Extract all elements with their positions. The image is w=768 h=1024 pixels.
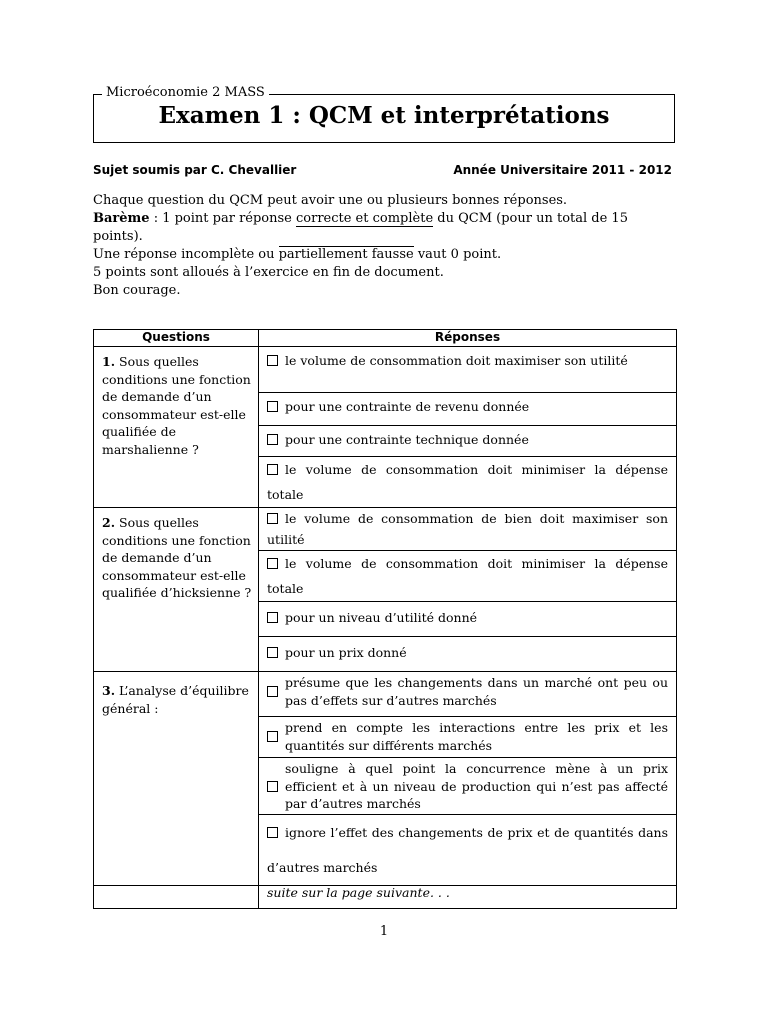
- checkbox[interactable]: [267, 731, 278, 742]
- header-questions: Questions: [94, 330, 259, 347]
- question-3: [94, 672, 259, 886]
- answer-cell: [259, 758, 677, 815]
- checkbox[interactable]: [267, 355, 278, 366]
- question-text: Sous quelles conditions une fonction de demande d’un consommateur est-elle qualifiée d’hicksienne ?: [102, 515, 252, 600]
- checkbox[interactable]: [267, 612, 278, 623]
- checkbox[interactable]: [267, 781, 278, 792]
- answer-text: pour une contrainte de revenu donnée: [285, 399, 530, 414]
- question-number: 1.: [102, 354, 116, 369]
- answer-text: pour un prix donné: [285, 645, 407, 660]
- question-number: 2.: [102, 515, 116, 530]
- instruction-line-1: Chaque question du QCM peut avoir une ou plusieurs bonnes réponses.: [93, 193, 568, 208]
- continuation-note: suite sur la page suivante. . .: [259, 886, 677, 909]
- academic-year: Année Universitaire 2011 - 2012: [453, 163, 672, 177]
- checkbox[interactable]: [267, 558, 278, 569]
- bareme-text-end: du QCM (pour un total de 15 points).: [93, 211, 628, 244]
- page-title: Examen 1 : QCM et interprétations: [158, 102, 610, 129]
- answer-cell: [259, 637, 677, 672]
- answer-cell: [259, 457, 677, 508]
- empty-cell: [94, 886, 259, 909]
- instruction-line-2: [93, 210, 677, 246]
- checkbox[interactable]: [267, 513, 278, 524]
- answer-cell: [259, 672, 677, 717]
- answer-cell: [259, 815, 677, 886]
- bareme-label: Barème: [93, 211, 150, 226]
- table-row: [94, 672, 677, 717]
- answer-text: souligne à quel point la concurrence mène à un prix efficient et à un niveau de production qui n’est pas affecté par d’autres marchés: [285, 761, 668, 811]
- instruction-line-4: 5 points sont alloués à l’exercice en fin de document.: [93, 265, 444, 280]
- answer-cell: [259, 508, 677, 551]
- answer-cell: [259, 393, 677, 426]
- question-1: [94, 347, 259, 508]
- checkbox[interactable]: [267, 827, 278, 838]
- answer-text: prend en compte les interactions entre les prix et les quantités sur différents marchés: [285, 720, 668, 753]
- answer-text: pour une contrainte technique donnée: [285, 432, 529, 447]
- answer-text: ignore l’effet des changements de prix et de quantités dans d’autres marchés: [267, 825, 668, 875]
- checkbox[interactable]: [267, 434, 278, 445]
- answer-text: le volume de consommation de bien doit maximiser son utilité: [267, 511, 668, 547]
- table-header-row: [94, 330, 677, 347]
- instructions: [93, 192, 677, 300]
- instruction-line-3: [93, 246, 677, 264]
- answer-text: présume que les changements dans un marché ont peu ou pas d’effets sur d’autres marchés: [285, 675, 668, 708]
- qcm-table: [93, 329, 677, 909]
- answer-text: pour un niveau d’utilité donné: [285, 610, 478, 625]
- answer-cell: [259, 426, 677, 457]
- table-row: [94, 347, 677, 393]
- line3-text: Une réponse incomplète ou: [93, 247, 279, 262]
- checkbox[interactable]: [267, 464, 278, 475]
- answer-cell: [259, 551, 677, 602]
- question-text: L’analyse d’équilibre général :: [102, 683, 249, 716]
- bareme-text: : 1 point par réponse: [149, 211, 296, 226]
- checkbox[interactable]: [267, 401, 278, 412]
- answer-text: le volume de consommation doit maximiser son utilité: [285, 353, 628, 368]
- question-number: 3.: [102, 683, 116, 698]
- question-2: [94, 508, 259, 672]
- header-reponses: Réponses: [259, 330, 677, 347]
- author-line: Sujet soumis par C. Chevallier: [93, 163, 297, 177]
- answer-cell: [259, 717, 677, 758]
- answer-text: le volume de consommation doit minimiser la dépense totale: [267, 462, 668, 502]
- checkbox[interactable]: [267, 647, 278, 658]
- continuation-row: [94, 886, 677, 909]
- answer-row: [267, 674, 668, 709]
- table-row: [94, 508, 677, 551]
- answer-text: le volume de consommation doit minimiser la dépense totale: [267, 556, 668, 596]
- instruction-line-5: Bon courage.: [93, 283, 181, 298]
- answer-cell: [259, 347, 677, 393]
- course-label: Microéconomie 2 MASS: [102, 85, 269, 101]
- question-text: Sous quelles conditions une fonction de demande d’un consommateur est-elle qualifiée de marshalienne ?: [102, 354, 251, 457]
- checkbox[interactable]: [267, 686, 278, 697]
- answer-cell: [259, 602, 677, 637]
- answer-row: [267, 760, 668, 813]
- line3-overlined: partiellement fausse: [278, 247, 414, 262]
- page-number: 1: [379, 924, 389, 939]
- bareme-underlined: correcte et complète: [296, 211, 434, 226]
- answer-row: [267, 719, 668, 754]
- line3-text-end: vaut 0 point.: [413, 247, 502, 262]
